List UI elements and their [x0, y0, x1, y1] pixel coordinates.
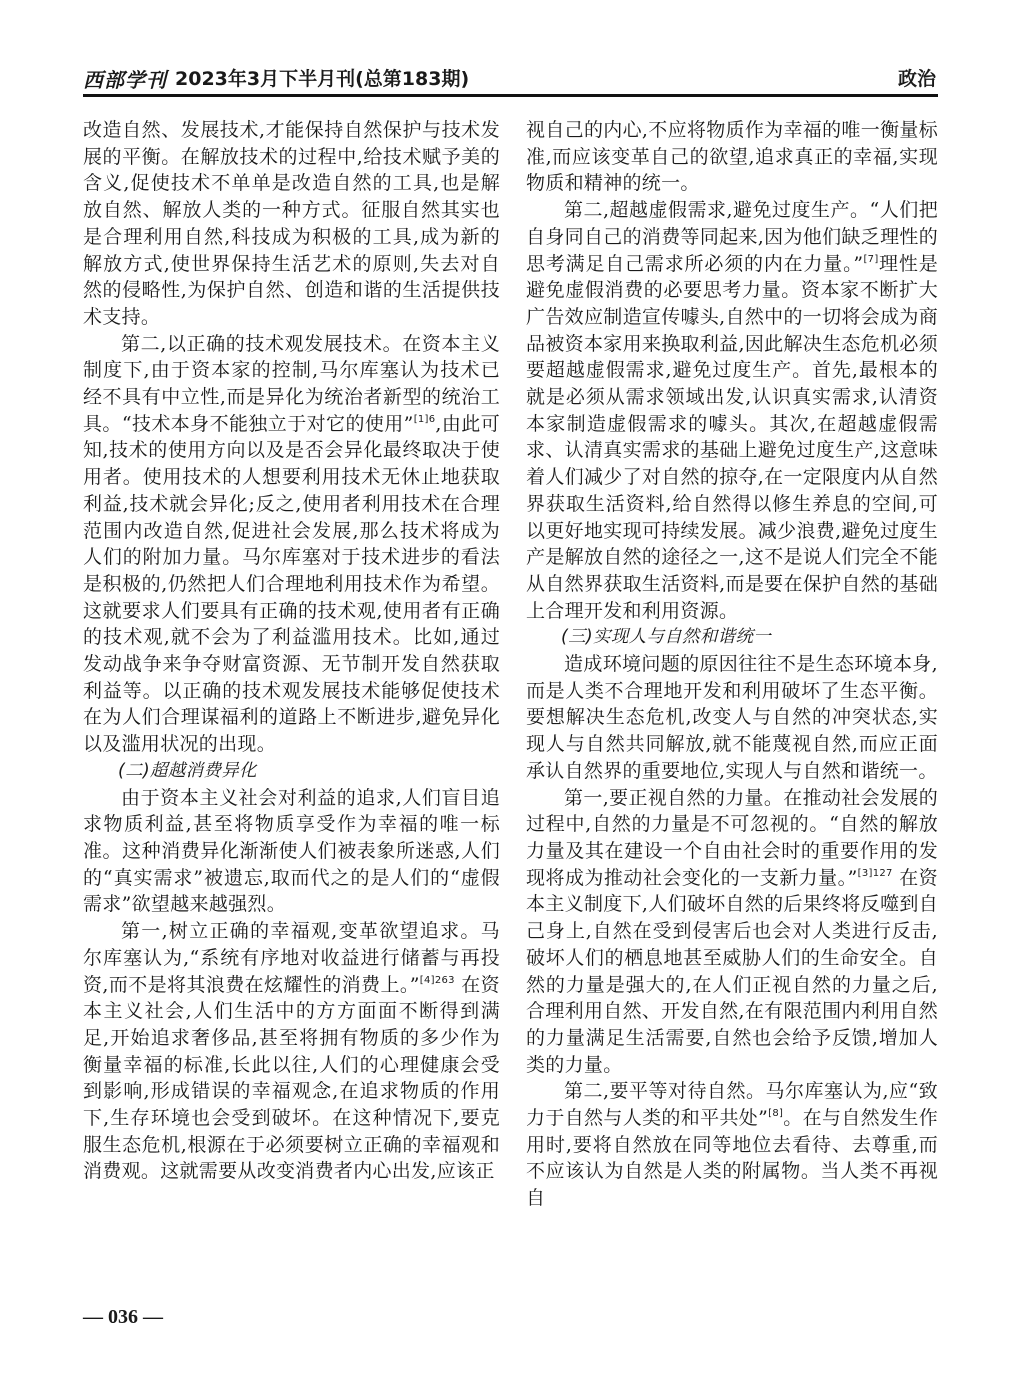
paragraph-text: 改造自然、发展技术,才能保持自然保护与技术发展的平衡。在解放技术的过程中,给技术赋予美的含义,促使技术不单单是改造自然的工具,也是解放自然、解放人类的一种方式。征服自然其实也是合理利用自然,科技成为积极的工具,成为新的解放方式,使世界保持生活艺术的原则,失去对自然的侵略性,为保护自然、创造和谐的生活提供技术支持。	[83, 119, 500, 328]
paragraph-text: (三)实现人与自然和谐统一	[561, 627, 772, 648]
paragraph-text: 在资本主义社会,人们生活中的方方面面不断得到满足,开始追求奢侈品,甚至将拥有物质的多少作为衡量幸福的标准,长此以往,人们的心理健康会受到影响,形成错误的幸福观念,在追求物质的作用下,生存环境也会受到破坏。在这种情况下,要克服生态危机,根源在于必须要树立正确的幸福观和消费观。这就需要从改变消费者内心出发,应该正	[83, 973, 500, 1183]
paragraph-text: 造成环境问题的原因往往不是生态环境本身,而是人类不合理地开发和利用破坏了生态平衡。要想解决生态危机,改变人与自然的冲突状态,实现人与自然共同解放,就不能蔑视自然,而应正面承认自然界的重要地位,实现人与自然和谐统一。	[526, 653, 938, 782]
paragraph	[83, 785, 500, 919]
section-title: 政治	[897, 68, 936, 90]
paragraph-text: 理性是避免虚假消费的必要思考力量。资本家不断扩大广告效应制造宣传噱头,自然中的一切将会成为商品被资本家用来换取利益,因此解决生态危机必须要超越虚假需求,避免过度生产。首先,最根本的就是必须从需求领域出发,认识真实需求,认清资本家制造虚假需求的噱头。其次,在超越虚假需求、认清真实需求的基础上避免过度生产,这意味着人们减少了对自然的掠夺,在一定限度内从自然界获取生活资料,给自然得以修生养息的空间,可以更好地实现可持续发展。减少浪费,避免过度生产是解放自然的途径之一,这不是说人们完全不能从自然界获取生活资料,而是要在保护自然的基础上合理开发和利用资源。	[526, 252, 938, 622]
paragraph	[83, 117, 500, 331]
paragraph-text: 第二,超越虚假需求,避免过度生产。“人们把自身同自己的消费等同起来,因为他们缺乏理性的思考满足自己需求所必须的内在力量。”	[526, 199, 938, 275]
paragraph-text: 第二,要平等对待自然。马尔库塞认为,应“致力于自然与人类的和平共处”	[526, 1080, 938, 1130]
paragraph-text: 第二,以正确的技术观发展技术。在资本主义制度下,由于资本家的控制,马尔库塞认为技术已经不具有中立性,而是异化为统治者新型的统治工具。“技术本身不能独立于对它的使用”	[83, 332, 500, 435]
paragraph	[526, 785, 938, 1079]
paragraph-text: 由于资本主义社会对利益的追求,人们盲目追求物质利益,甚至将物质享受作为幸福的唯一标准。这种消费异化渐渐使人们被表象所迷惑,人们的“真实需求”被遗忘,取而代之的是人们的“虚假需求”欲望越来越强烈。	[83, 786, 500, 916]
citation-marker: [1]6	[413, 413, 436, 425]
paragraph	[83, 331, 500, 758]
running-header	[83, 60, 938, 100]
paragraph	[83, 918, 500, 1185]
paragraph-text: 第一,树立正确的幸福观,变革欲望追求。马尔库塞认为,“系统有序地对收益进行储蓄与再投资,而不是将其浪费在炫耀性的消费上。”	[83, 920, 500, 996]
paragraph-text: 。在与自然发生作用时,要将自然放在同等地位去看待、去尊重,而不应该认为自然是人类的附属物。当人类不再视自	[526, 1107, 938, 1210]
citation-marker: [7]	[863, 253, 879, 265]
paragraph	[526, 117, 938, 197]
journal-issue: 2023年3月下半月刊(总第183期)	[175, 68, 470, 90]
paragraph-text: 在资本主义制度下,人们破坏自然的后果终将反噬到自己身上,自然在受到侵害后也会对人类进行反击,破坏人们的栖息地甚至威胁人们的生命安全。自然的力量是强大的,在人们正视自然的力量之后,合理利用自然、开发自然,在有限范围内利用自然的力量满足生活需要,自然也会给予反馈,增加人类的力量。	[526, 866, 938, 1076]
citation-marker: [3]127	[857, 867, 893, 879]
journal-logo: 西部学刊	[83, 68, 167, 92]
paragraph-text: (二)超越消费异化	[118, 760, 257, 781]
paragraph	[526, 1078, 938, 1212]
subheading	[83, 758, 500, 785]
header-rule	[83, 94, 938, 97]
citation-marker: [4]263	[419, 974, 455, 986]
paragraph-text: ,由此可知,技术的使用方向以及是否会异化最终取决于使用者。使用技术的人想要利用技术无休止地获取利益,技术就会异化;反之,使用者利用技术在合理范围内改造自然,促进社会发展,那么技术将成为人们的附加力量。马尔库塞对于技术进步的看法是积极的,仍然把人们合理地利用技术作为希望。这就要求人们要具有正确的技术观,使用者有正确的技术观,就不会为了利益滥用技术。比如,通过发动战争来争夺财富资源、无节制开发自然获取利益等。以正确的技术观发展技术能够促使技术在为人们合理谋福利的道路上不断进步,避免异化以及滥用状况的出现。	[83, 412, 500, 756]
right-column	[526, 117, 938, 1212]
citation-marker: [8]	[768, 1108, 784, 1120]
page-number: — 036 —	[83, 1306, 163, 1328]
subheading	[526, 624, 938, 651]
paragraph	[526, 197, 938, 624]
left-column	[83, 117, 500, 1185]
paragraph-text: 视自己的内心,不应将物质作为幸福的唯一衡量标准,而应该变革自己的欲望,追求真正的幸福,实现物质和精神的统一。	[526, 119, 938, 195]
paragraph-text: 第一,要正视自然的力量。在推动社会发展的过程中,自然的力量是不可忽视的。“自然的解放力量及其在建设一个自由社会时的重要作用的发现将成为推动社会变化的一支新力量。”	[526, 786, 938, 889]
paragraph	[526, 651, 938, 785]
